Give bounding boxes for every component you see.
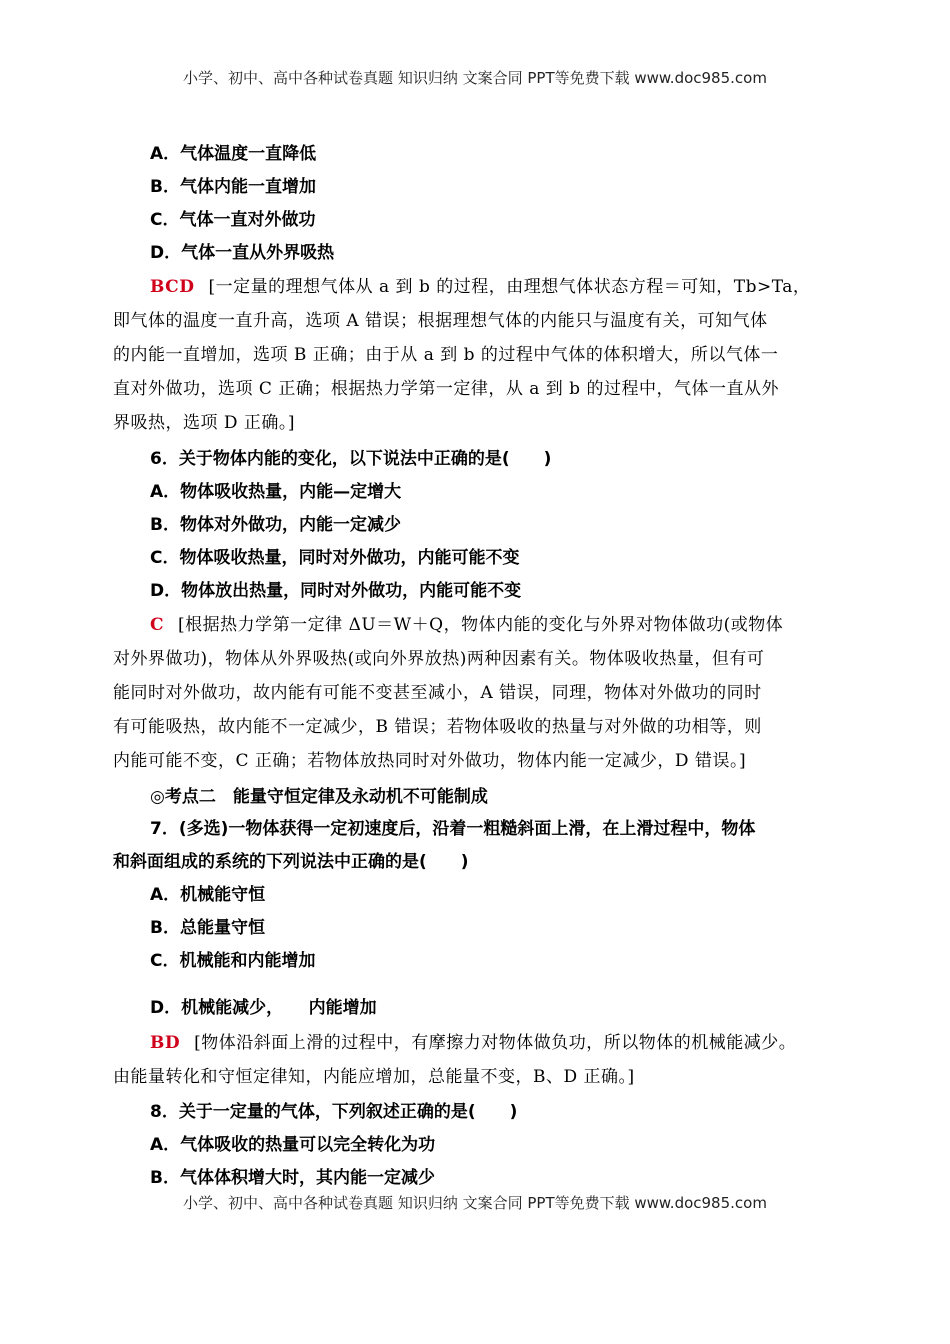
q6-answer: C [150,615,165,635]
q7-answer: BD [150,1033,181,1053]
q6-explanation-line-2: 对外界做功)，物体从外界吸热(或向外界放热)两种因素有关。物体吸收热量，但有可 [113,649,765,669]
q6-explanation-line-5: 内能可能不变，C 正确；若物体放热同时对外做功，物体内能一定减少，D 错误。] [113,751,747,771]
q7-stem-line-2: 和斜面组成的系统的下列说法中正确的是( ) [113,852,469,872]
q7-option-a: A．机械能守恒 [150,885,266,905]
q6-explanation-line-3: 能同时对外做功，故内能有可能不变甚至减小，A 错误，同理，物体对外做功的同时 [113,683,762,703]
q7-explanation-line-1: BD [物体沿斜面上滑的过程中，有摩擦力对物体做负功，所以物体的机械能减少。 [150,1033,797,1053]
q5-option-b: B．气体内能一直增加 [150,177,316,197]
q6-option-c: C．物体吸收热量，同时对外做功，内能可能不变 [150,548,520,568]
q6-option-a: A．物体吸收热量，内能—定增大 [150,482,402,502]
q5-option-d: D．气体一直从外界吸热 [150,243,335,263]
q7-option-d: D．机械能减少， 内能增加 [150,998,377,1018]
q8-option-a: A．气体吸收的热量可以完全转化为功 [150,1135,436,1155]
q5-explanation-line-5: 界吸热，选项 D 正确。] [113,413,296,433]
q5-answer: BCD [150,277,195,297]
q6-stem: 6．关于物体内能的变化，以下说法中正确的是( ) [150,449,552,469]
section-title: ◎考点二 能量守恒定律及永动机不可能制成 [150,787,488,807]
q6-explanation-line-4: 有可能吸热，故内能不一定减少，B 错误；若物体吸收的热量与对外做的功相等，则 [113,717,762,737]
q7-option-c: C．机械能和内能增加 [150,951,316,971]
q5-option-a: A．气体温度一直降低 [150,144,317,164]
page-header: 小学、初中、高中各种试卷真题 知识归纳 文案合同 PPT等免费下载 www.doc985.com [183,69,767,87]
page-footer: 小学、初中、高中各种试卷真题 知识归纳 文案合同 PPT等免费下载 www.doc985.com [183,1194,767,1212]
q5-option-c: C．气体一直对外做功 [150,210,316,230]
q6-explanation-line-1: C [根据热力学第一定律 ΔU＝W＋Q，物体内能的变化与外界对物体做功(或物体 [150,615,784,635]
q5-explanation-line-2: 即气体的温度一直升高，选项 A 错误；根据理想气体的内能只与温度有关，可知气体 [113,311,768,331]
q8-option-b: B．气体体积增大时，其内能一定减少 [150,1168,435,1188]
q7-explanation-line-2: 由能量转化和守恒定律知，内能应增加，总能量不变，B、D 正确。] [113,1067,635,1087]
q8-stem: 8．关于一定量的气体，下列叙述正确的是( ) [150,1102,518,1122]
q7-stem-line-1: 7．(多选)一物体获得一定初速度后，沿着一粗糙斜面上滑，在上滑过程中，物体 [150,819,756,839]
q6-option-d: D．物体放出热量，同时对外做功，内能可能不变 [150,581,522,601]
q7-option-b: B．总能量守恒 [150,918,265,938]
q5-explanation-line-4: 直对外做功，选项 C 正确；根据热力学第一定律，从 a 到 b 的过程中，气体一直从外 [113,379,779,399]
q5-explanation-line-3: 的内能一直增加，选项 B 正确；由于从 a 到 b 的过程中气体的体积增大，所以气体一 [113,345,779,365]
q5-explanation-line-1: BCD [一定量的理想气体从 a 到 b 的过程，由理想气体状态方程＝可知，Tb>Ta， [150,277,811,297]
q6-option-b: B．物体对外做功，内能一定减少 [150,515,401,535]
